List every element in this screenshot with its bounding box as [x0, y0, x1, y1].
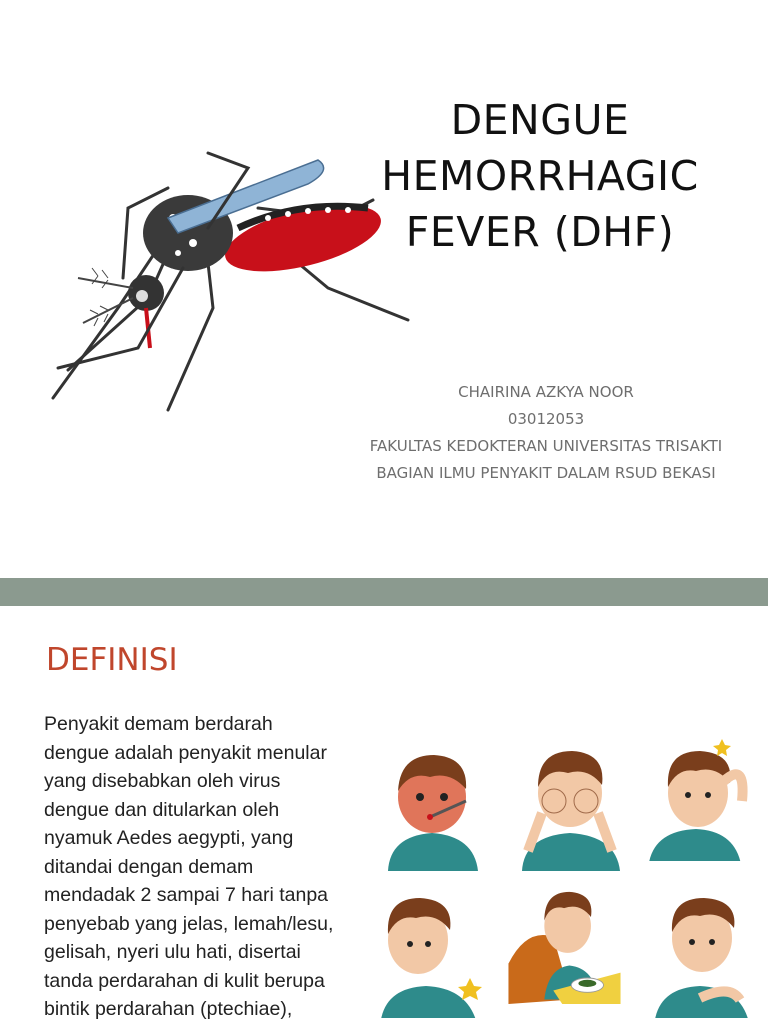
text-line: gelisah, nyeri ulu hati, disertai — [44, 941, 301, 963]
slide-title — [360, 92, 720, 260]
definition-text — [44, 710, 362, 1024]
text-line: dengue adalah penyakit menular — [44, 741, 327, 764]
eye-rubbing-boy — [508, 741, 633, 871]
text-line: nyamuk Aedes aegypti, yang — [44, 827, 294, 849]
fever-thermometer-boy — [370, 741, 495, 871]
wrist-pain-boy — [640, 888, 765, 1018]
title-line: FEVER (DHF) — [405, 208, 675, 256]
shoulder-pain-boy — [370, 888, 495, 1018]
author-block — [346, 379, 746, 487]
text-line: yang disebabkan oleh virus — [44, 770, 281, 792]
text-line: mendadak 2 sampai 7 hari tanpa — [44, 884, 329, 906]
text-line: ditandai dengan demam — [44, 855, 254, 878]
text-line: penyebab yang jelas, lemah/lesu, — [44, 912, 334, 935]
author-name: CHAIRINA AZKYA NOOR — [458, 383, 634, 401]
faculty: FAKULTAS KEDOKTERAN UNIVERSITAS TRISAKTI — [369, 437, 723, 455]
text-line: bintik perdarahan (ptechiae), — [44, 998, 293, 1020]
student-id: 03012053 — [507, 410, 585, 428]
title-line: HEMORRHAGIC — [381, 152, 699, 200]
definition-slide — [0, 606, 768, 1024]
slide-divider — [0, 578, 768, 606]
eating-boy — [502, 874, 627, 1004]
text-line: dengue dan ditularkan oleh — [44, 798, 280, 821]
text-line: tanda perdarahan di kulit berupa — [44, 969, 325, 992]
department: BAGIAN ILMU PENYAKIT DALAM RSUD BEKASI — [376, 464, 716, 482]
headache-boy — [638, 731, 763, 861]
text-line: Penyakit demam berdarah — [44, 713, 273, 735]
title-line: DENGUE — [450, 96, 630, 144]
section-heading: DEFINISI — [46, 642, 178, 678]
